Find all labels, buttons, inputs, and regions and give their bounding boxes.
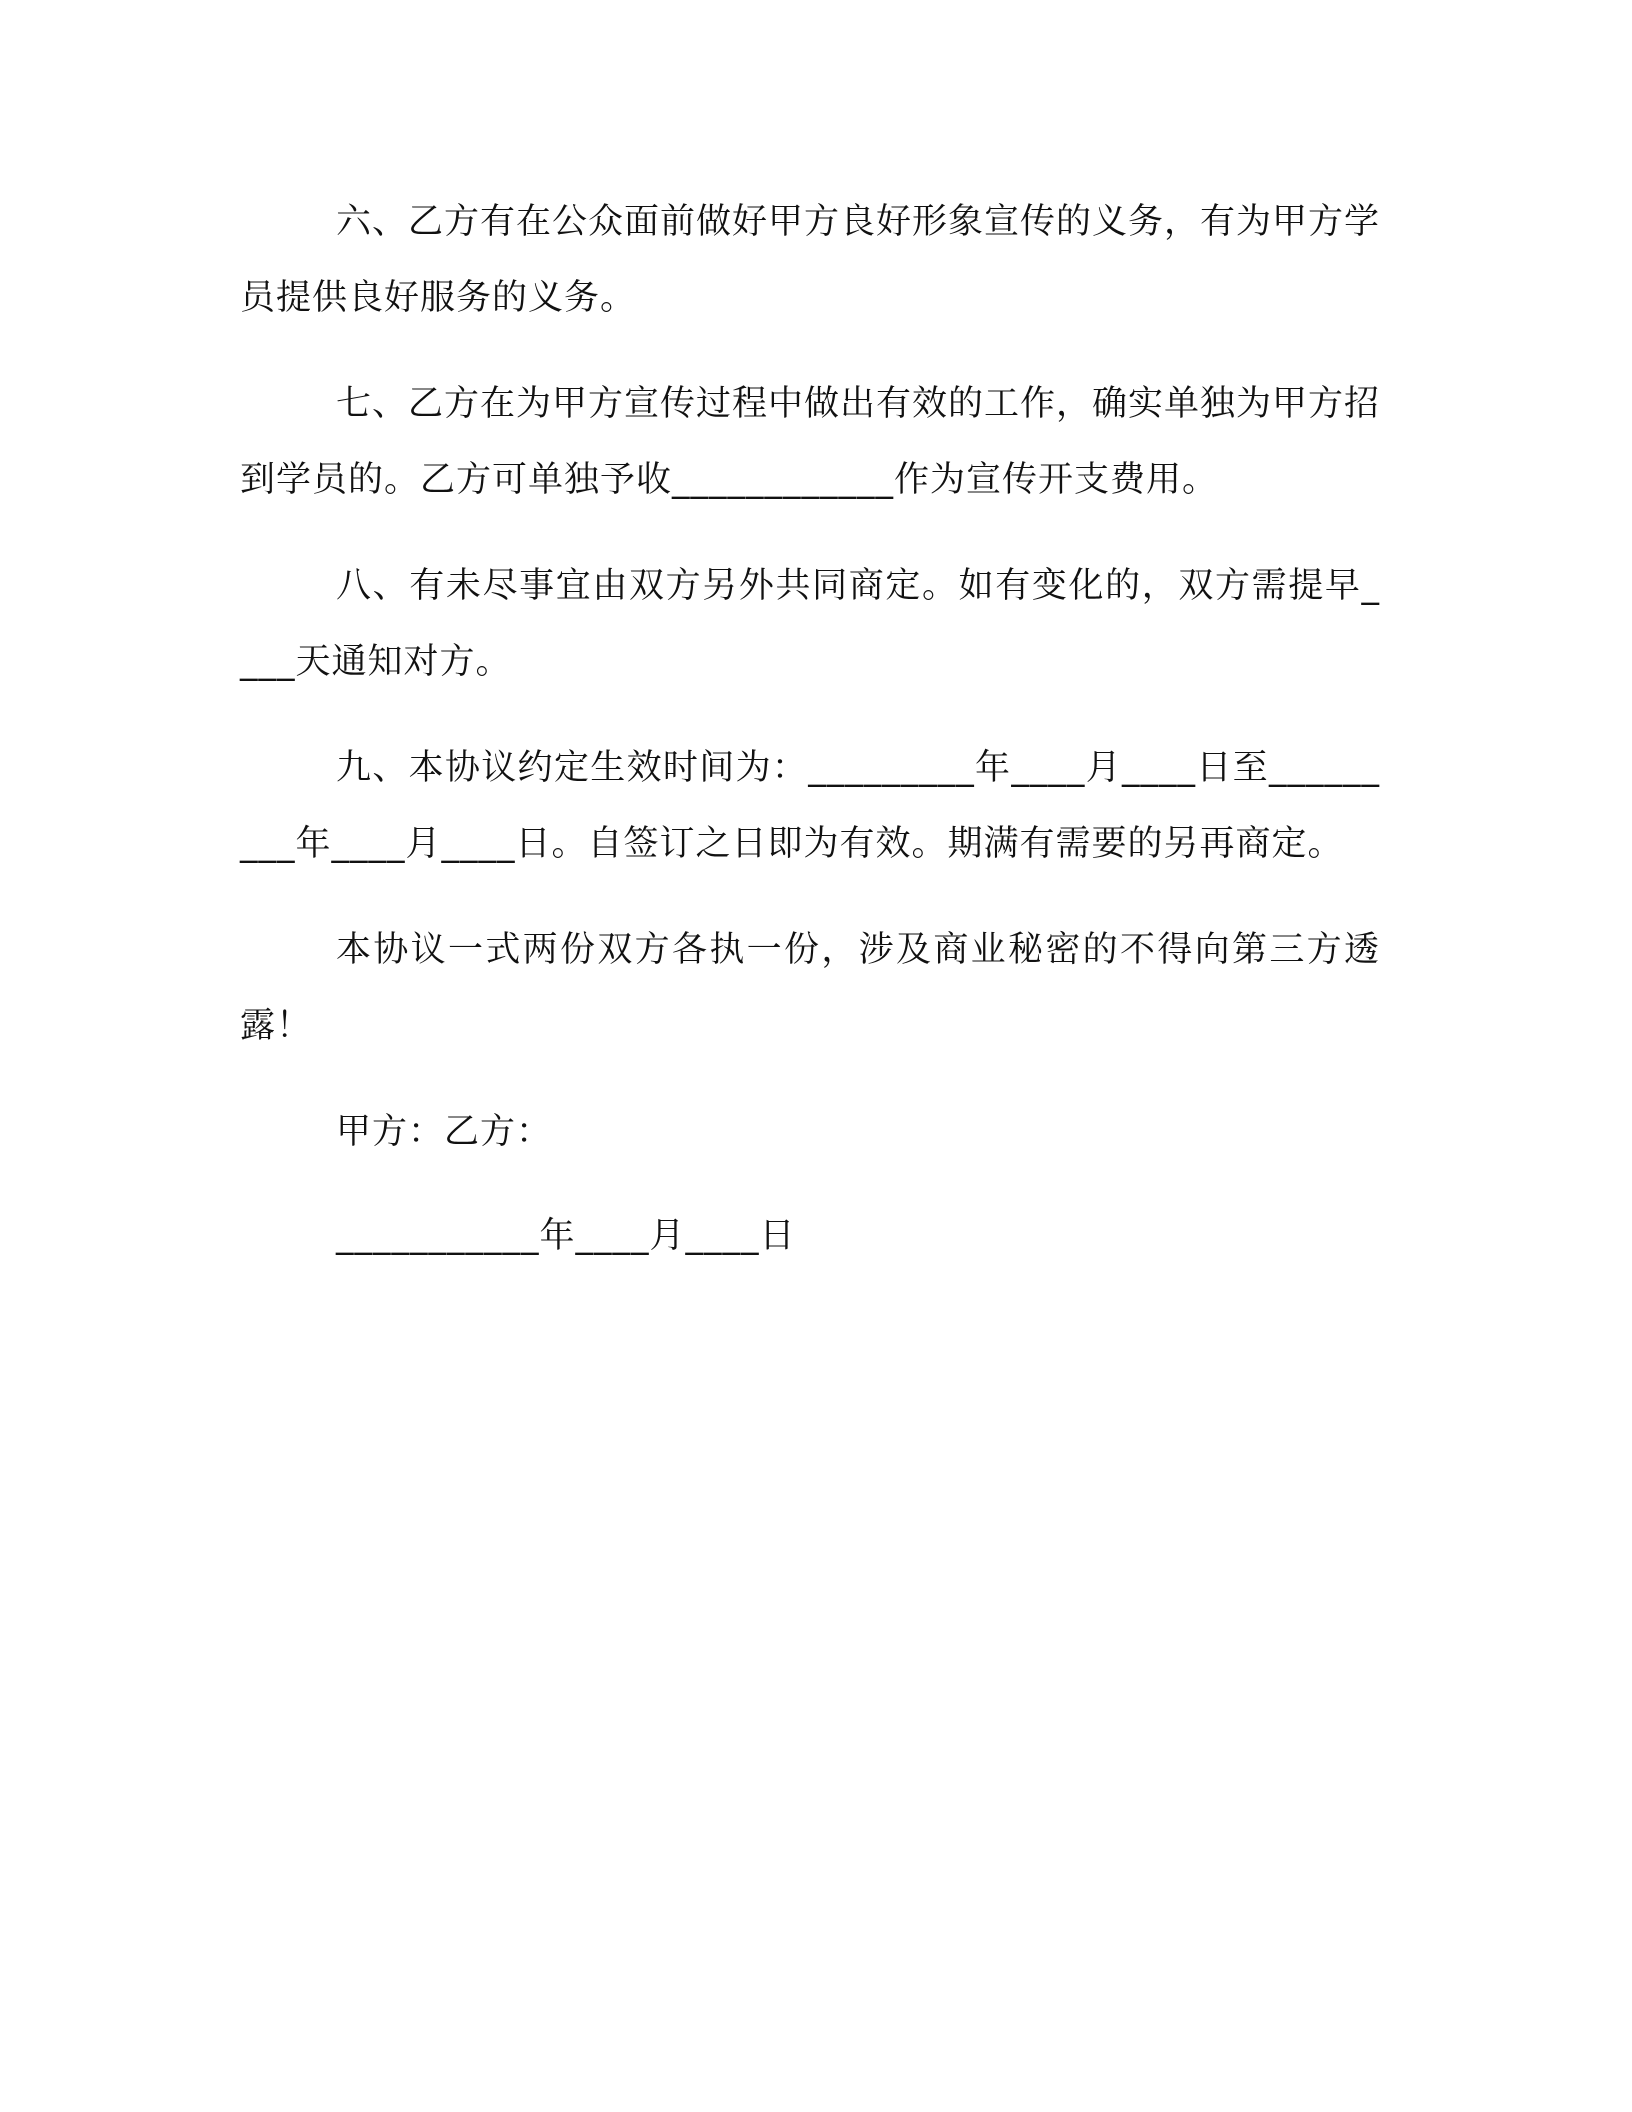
clause-six: 六、乙方有在公众面前做好甲方良好形象宣传的义务，有为甲方学员提供良好服务的义务。 — [240, 202, 1381, 318]
signature-parties: 甲方：乙方： — [336, 1112, 553, 1152]
clause-seven: 七、乙方在为甲方宣传过程中做出有效的工作，确实单独为甲方招到学员的。乙方可单独予收____________作为宣传开支费用。 — [240, 384, 1381, 500]
clause-eight: 八、有未尽事宜由双方另外共同商定。如有变化的，双方需提早____天通知对方。 — [240, 566, 1380, 682]
clause-nine: 九、本协议约定生效时间为：_________年____月____日至_________年____月____日。自签订之日即为有效。期满有需要的另再商定。 — [240, 748, 1380, 864]
signature-date: ___________年____月____日 — [336, 1216, 796, 1256]
closing-statement: 本协议一式两份双方各执一份，涉及商业秘密的不得向第三方透露！ — [240, 930, 1380, 1046]
agreement-body — [240, 184, 1380, 1302]
